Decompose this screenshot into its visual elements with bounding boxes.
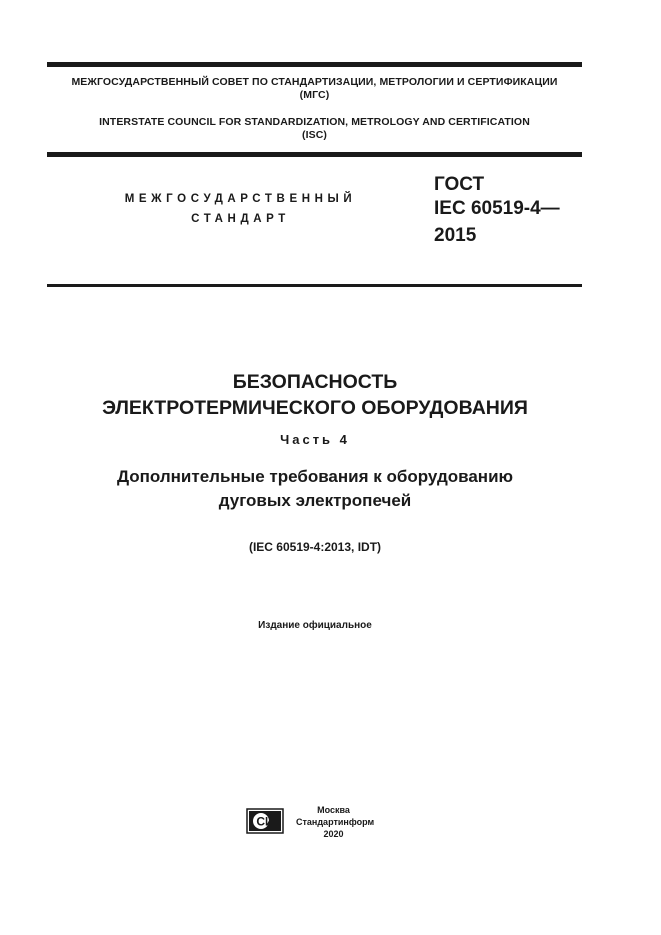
council-en <box>47 116 582 142</box>
title-line2: ЭЛЕКТРОТЕРМИЧЕСКОГО ОБОРУДОВАНИЯ <box>102 397 528 419</box>
middle-rule <box>47 152 582 157</box>
publisher-year: 2020 <box>323 829 344 839</box>
council-en-line1: INTERSTATE COUNCIL FOR STANDARDIZATION, METROLOGY AND CERTIFICATION <box>99 116 530 128</box>
part-label: Часть 4 <box>280 432 350 447</box>
subtitle-line1: Дополнительные требования к оборудованию <box>116 467 514 486</box>
standartinform-logo-icon <box>246 808 284 834</box>
publisher-name: Стандартинформ <box>296 817 375 827</box>
publisher-city: Москва <box>317 805 350 815</box>
logo-text: СИ <box>256 814 274 829</box>
designation-line1: ГОСТ <box>434 174 485 195</box>
standard-label-line2: СТАНДАРТ <box>191 213 290 225</box>
designation-line2: IEC 60519-4— <box>434 198 560 219</box>
council-en-line2: (ISC) <box>302 129 327 141</box>
iec-reference: (IEC 60519-4:2013, IDT) <box>248 540 382 554</box>
council-ru <box>47 76 582 102</box>
designation-line3: 2015 <box>434 225 477 246</box>
bottom-rule <box>47 284 582 287</box>
council-ru-line2: (МГС) <box>299 89 330 101</box>
subtitle-line2: дуговых электропечей <box>218 491 412 510</box>
council-ru-line1: МЕЖГОСУДАРСТВЕННЫЙ СОВЕТ ПО СТАНДАРТИЗАЦИИ, МЕТРОЛОГИИ И СЕРТИФИКАЦИИ <box>71 76 558 88</box>
edition-label: Издание официальное <box>258 620 372 631</box>
standard-label-line1: МЕЖГОСУДАРСТВЕННЫЙ <box>124 193 357 205</box>
title-line1: БЕЗОПАСНОСТЬ <box>232 371 398 393</box>
top-rule <box>47 62 582 67</box>
